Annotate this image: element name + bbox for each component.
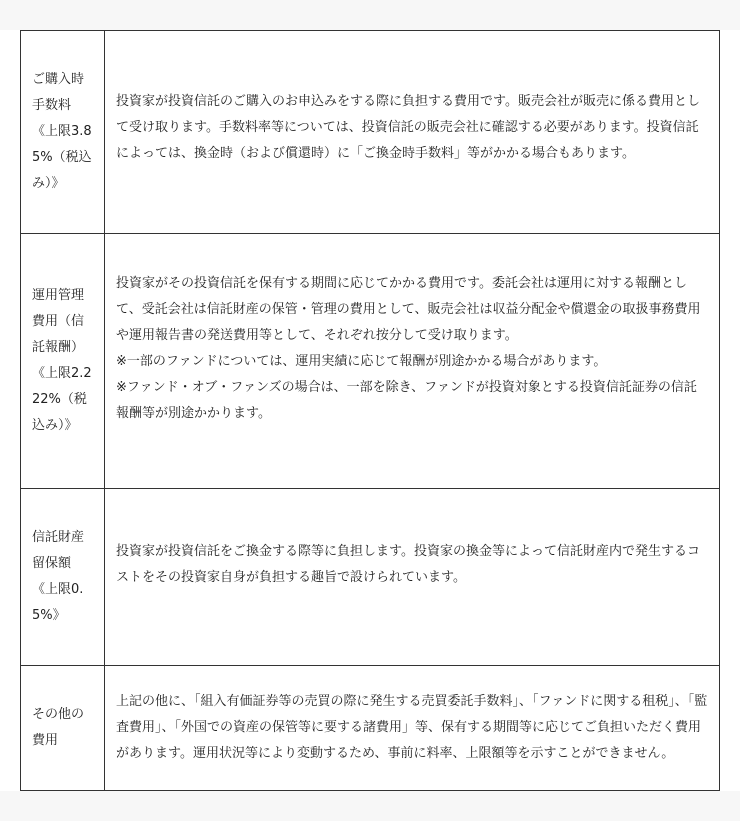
fee-description-text: 投資家がその投資信託を保有する期間に応じてかかる費用です。委託会社は運用に対する報酬として、受託会社は信託財産の保管・管理の費用として、販売会社は収益分配金や償還金の取扱事務費用や運用報告書の発送費用等として、それぞれ按分して受け取ります。 [116,276,701,343]
fee-description-other [105,666,720,791]
fee-note: ※ファンド・オブ・ファンズの場合は、一部を除き、ファンドが投資対象とする投資信託証券の信託報酬等が別途かかります。 [116,380,697,421]
fee-label-management: 運用管理費用（信託報酬）《上限2.222%（税込み）》 [21,234,105,489]
fee-description-retention [105,489,720,666]
table-row [21,666,720,791]
fee-description-purchase [105,31,720,234]
fee-label-other: その他の費用 [21,666,105,791]
fee-description-text: 上記の他に、「組入有価証券等の売買の際に発生する売買委託手数料」、「ファンドに関する租税」、「監査費用」、「外国での資産の保管等に要する諸費用」等、保有する期間等に応じてご負担いただく費用があります。運用状況等により変動するため、事前に料率、上限額等を示すことができません。 [116,694,708,761]
fees-table [20,30,720,791]
fee-description-text: 投資家が投資信託のご購入のお申込みをする際に負担する費用です。販売会社が販売に係る費用として受け取ります。手数料率等については、投資信託の販売会社に確認する必要があります。投資信託によっては、換金時（および償還時）に「ご換金時手数料」等がかかる場合もあります。 [116,94,700,161]
fee-label-purchase: ご購入時手数料《上限3.85%（税込み）》 [21,31,105,234]
fee-label-retention: 信託財産留保額《上限0.5%》 [21,489,105,666]
fee-note: ※一部のファンドについては、運用実績に応じて報酬が別途かかる場合があります。 [116,354,607,369]
table-row [21,489,720,666]
table-row [21,234,720,489]
table-row [21,31,720,234]
fee-description-text: 投資家が投資信託をご換金する際等に負担します。投資家の換金等によって信託財産内で発生するコストをその投資家自身が負担する趣旨で設けられています。 [116,544,700,585]
page-sheet [0,30,740,791]
fee-description-management [105,234,720,489]
